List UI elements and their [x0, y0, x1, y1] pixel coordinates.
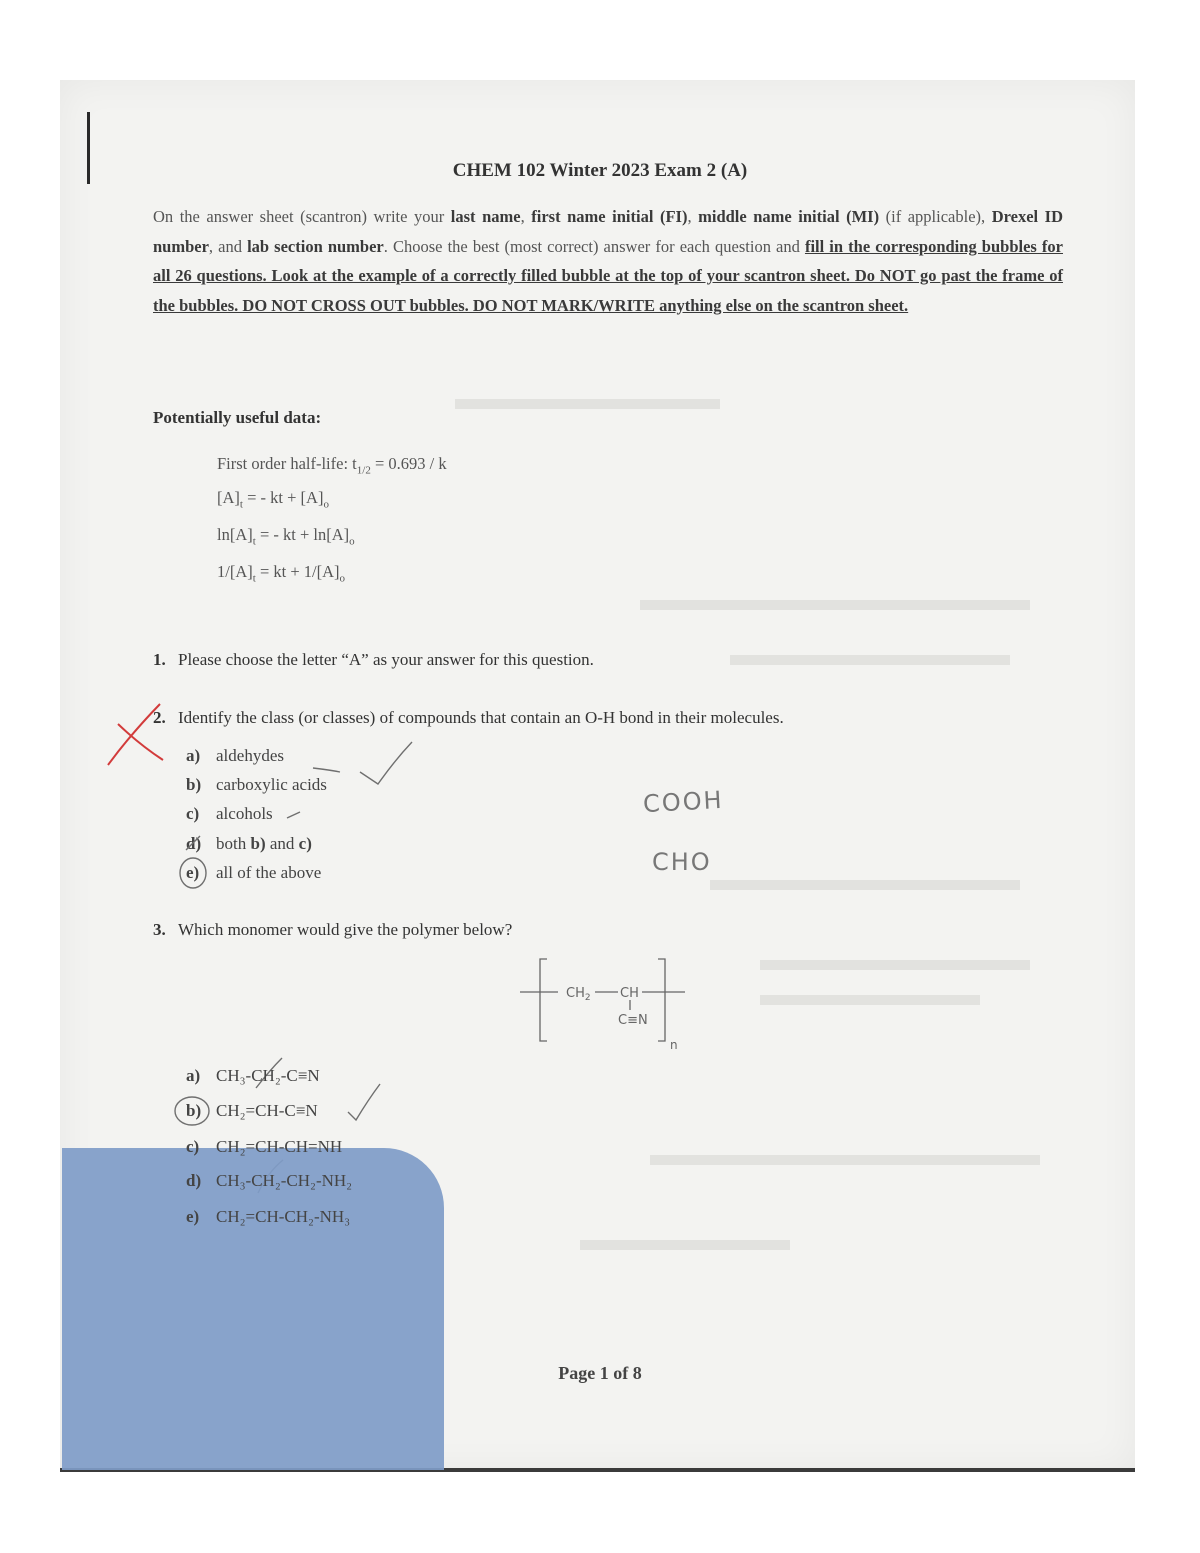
circled-answer-e [180, 858, 206, 888]
q3-option-d: d) CH₃-CH₂-CH₂-NH₂ [186, 1171, 353, 1190]
blue-smudge [62, 1148, 444, 1470]
q3-option-b: b) CH₂=CH-C≡N [186, 1101, 318, 1120]
q2-pencil-marks [180, 742, 412, 888]
instructions-paragraph: On the answer sheet (scantron) write your last name, first name initial (FI), middle name initial (MI) (if applicable), Drexel ID number, and lab section number. Choose the best (most correct) answer for each question and fill in the corresponding bubbles for all 26 questions. Look at the example of a correctly filled bubble at the top of your scantron sheet. Do NOT go past the frame of the bubbles. DO NOT CROSS OUT bubbles. DO NOT MARK/WRITE anything else on the scantron sheet. [153, 207, 1064, 315]
question-3: 3. Which monomer would give the polymer below? [153, 920, 513, 939]
q3-option-a: a) CH₃-CH₂-C≡N [186, 1066, 320, 1085]
q3-option-e: e) CH₂=CH-CH₂-NH₃ [186, 1207, 351, 1226]
polymer-ch2: $CH_2$ [566, 986, 591, 1003]
underlined-rules: fill in the corresponding bubbles for all 26 questions. Look at the example of a correctly filled bubble at the top of your scantron sheet. Do NOT go past the frame of the bubbles. DO NOT CROSS OUT bubbles. DO NOT MARK/WRITE anything else on the scantron sheet. [153, 236, 1063, 315]
question-1: 1. Please choose the letter “A” as your answer for this question. [153, 650, 594, 669]
first-order-formula: $\ln[A]_t$ = - kt + $\ln[A]_o$ [217, 525, 355, 548]
zero-order-formula: $[A]_t$ = - kt + $[A]_o$ [217, 488, 329, 511]
question-2: 2. Identify the class (or classes) of compounds that contain an O-H bond in their molecules. [153, 708, 784, 727]
page-title: CHEM 102 Winter 2023 Exam 2 (A) [452, 160, 748, 181]
half-life-formula: First order half-life: $t_{1/2} = 0.693 / k$ [217, 454, 447, 477]
q3-option-c: c) CH₂=CH-CH=NH [186, 1137, 343, 1156]
polymer-structure [520, 959, 685, 1041]
q2-option-d: d) both b) and c) [186, 834, 312, 853]
q2-option-c: c) alcohols [186, 804, 273, 823]
useful-data-heading: Potentially useful data: [153, 408, 322, 427]
handwritten-note-cho: CHO [652, 848, 712, 876]
polymer-nitrile: C≡N [618, 1013, 648, 1028]
page-number: Page 1 of 8 [558, 1363, 642, 1383]
q2-option-a: a) aldehydes [186, 746, 284, 765]
q2-option-b: b) carboxylic acids [186, 775, 327, 794]
handwritten-note-cooh: COOH [642, 785, 725, 819]
bleed-through [455, 404, 1040, 1245]
polymer-ch: CH [620, 986, 639, 1001]
red-x-mark [108, 704, 163, 765]
checkmark-icon [348, 1084, 380, 1120]
polymer-repeat-n: n [670, 1038, 678, 1052]
checkmark-icon [360, 742, 412, 784]
q2-option-e: e) all of the above [186, 863, 322, 882]
second-order-formula: $1/[A]_t$ = kt + $1/[A]_o$ [217, 562, 345, 585]
